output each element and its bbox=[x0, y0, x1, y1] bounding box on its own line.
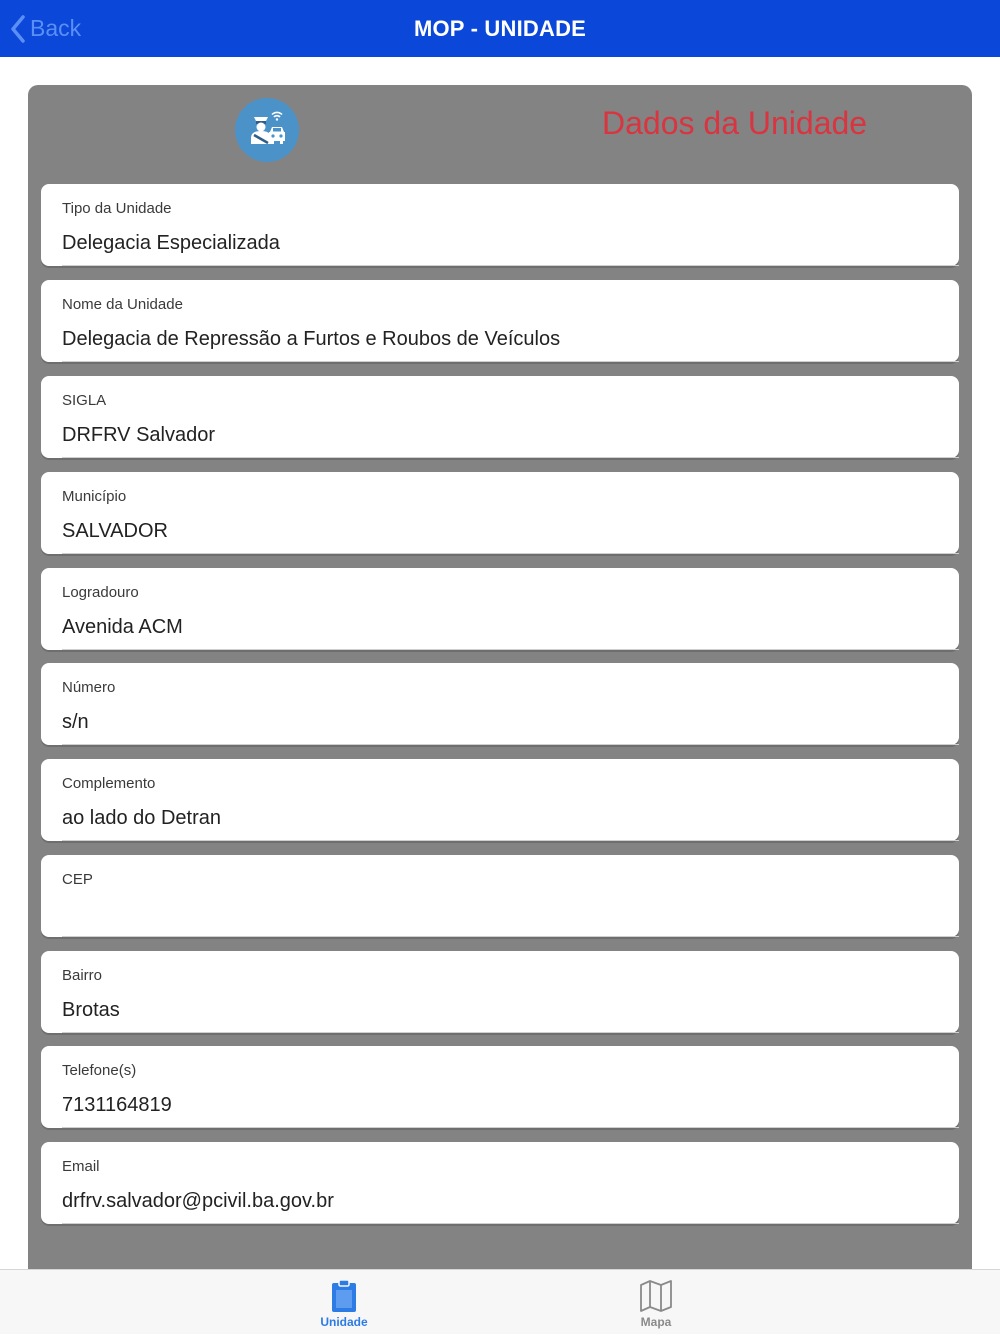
field-telefone bbox=[41, 1046, 959, 1128]
navigation-bar bbox=[0, 0, 1000, 57]
field-divider bbox=[62, 553, 959, 554]
field-value: s/n bbox=[62, 711, 89, 733]
field-bairro bbox=[41, 951, 959, 1033]
field-complemento bbox=[41, 759, 959, 841]
field-divider bbox=[62, 1223, 959, 1224]
tab-mapa[interactable] bbox=[596, 1270, 716, 1335]
tab-unidade[interactable] bbox=[284, 1270, 404, 1335]
field-email bbox=[41, 1142, 959, 1224]
field-value: ao lado do Detran bbox=[62, 807, 222, 829]
back-label: Back bbox=[30, 15, 82, 41]
field-divider bbox=[62, 265, 959, 266]
field-value: Delegacia Especializada bbox=[62, 232, 280, 254]
field-label: Número bbox=[62, 679, 116, 696]
unit-details-panel bbox=[28, 85, 972, 1285]
field-municipio bbox=[41, 472, 959, 554]
field-value: DRFRV Salvador bbox=[62, 424, 216, 446]
field-label: Bairro bbox=[62, 967, 103, 984]
clipboard-icon bbox=[330, 1279, 358, 1313]
field-label: Logradouro bbox=[62, 584, 139, 601]
police-officer-car-icon bbox=[235, 98, 299, 162]
field-divider bbox=[62, 936, 959, 937]
field-label: SIGLA bbox=[62, 392, 107, 409]
field-cep bbox=[41, 855, 959, 937]
field-value: Delegacia de Repressão a Furtos e Roubos de Veículos bbox=[62, 328, 561, 350]
tab-label: Mapa bbox=[640, 1315, 672, 1329]
field-tipo-unidade bbox=[41, 184, 959, 266]
field-label: Nome da Unidade bbox=[62, 296, 183, 313]
field-sigla bbox=[41, 376, 959, 458]
field-label: Município bbox=[62, 488, 127, 505]
field-value: 7131164819 bbox=[62, 1094, 172, 1116]
map-icon bbox=[639, 1279, 673, 1313]
field-label: Complemento bbox=[62, 775, 156, 792]
field-divider bbox=[62, 361, 959, 362]
field-divider bbox=[62, 457, 959, 458]
field-divider bbox=[62, 1127, 959, 1128]
field-divider bbox=[62, 840, 959, 841]
tab-bar bbox=[0, 1269, 1000, 1334]
field-divider bbox=[62, 649, 959, 650]
field-value: drfrv.salvador@pcivil.ba.gov.br bbox=[62, 1190, 334, 1212]
field-nome-unidade bbox=[41, 280, 959, 362]
field-divider bbox=[62, 744, 959, 745]
field-value: SALVADOR bbox=[62, 520, 168, 542]
field-divider bbox=[62, 1032, 959, 1033]
page-title: MOP - UNIDADE bbox=[413, 16, 587, 41]
tab-label: Unidade bbox=[320, 1315, 368, 1329]
field-label: Email bbox=[62, 1158, 100, 1175]
field-label: Telefone(s) bbox=[62, 1062, 137, 1079]
field-label: CEP bbox=[62, 871, 93, 888]
field-logradouro bbox=[41, 568, 959, 650]
field-value: Brotas bbox=[62, 999, 120, 1021]
field-numero bbox=[41, 663, 959, 745]
field-label: Tipo da Unidade bbox=[62, 200, 172, 217]
section-title: Dados da Unidade bbox=[602, 105, 868, 141]
field-value: Avenida ACM bbox=[62, 616, 183, 638]
